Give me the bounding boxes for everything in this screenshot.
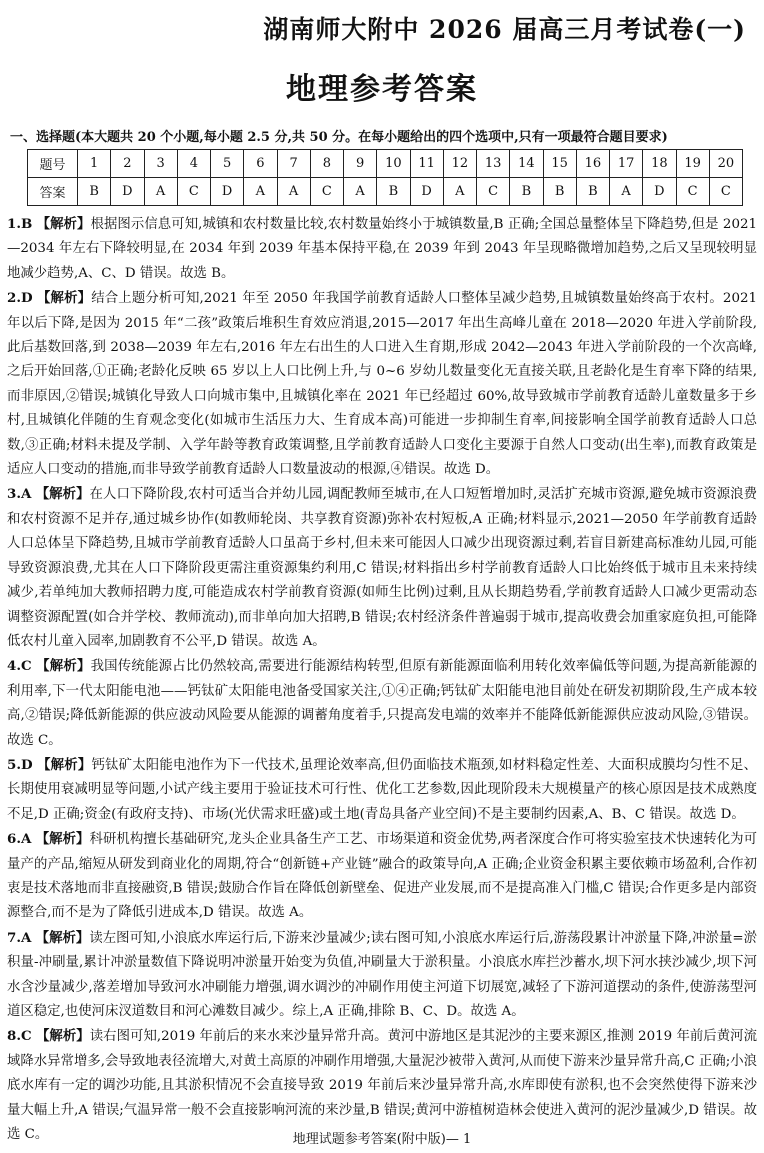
question-number-cell: 4 — [177, 150, 210, 178]
answer-cell: D — [643, 178, 676, 206]
answer-explanation-item — [7, 482, 757, 654]
answer-number: 5.D — [7, 756, 33, 773]
page-header — [0, 10, 764, 44]
answer-cell: A — [244, 178, 277, 206]
analysis-text: 根据图示信息可知,城镇和农村数量比较,农村数量始终小于城镇数量,B 正确;全国总量整体呈下降趋势,但是 2021—2034 年左右下降较明显,在 2034 年到 2039 年基本保持平稳,在 2039 年到 2043 年呈现略微增加趋势,之后又呈现较明显地减少趋势,A、C、D 错误。故选 B。 — [7, 217, 758, 281]
question-number-cell: 11 — [410, 150, 443, 178]
answer-explanation-item — [7, 654, 757, 753]
answer-cell: B — [576, 178, 609, 206]
analysis-tag: 【解析】 — [37, 290, 92, 307]
analysis-text: 在人口下降阶段,农村可适当合并幼儿园,调配教师至城市,在人口短暂增加时,灵活扩充城市资源,避免城市资源浪费和农村资源不足并存,通过城乡协作(如教师轮岗、共享教育资源)弥补农村短板,A 正确;材料显示,2021—2050 年学前教育适龄人口总体呈下降趋势,且城市学前教育适龄人口虽高于乡村,但未来可能因人口减少出现资源过剩,若盲目新建高标准幼儿园,可能导致资源浪费,尤其在人口下降阶段更需注重资源集约利用,C 错误;材料指出乡村学前教育适龄人口比始终低于城市且未来持续减少,若单纯加大教师招聘力度,可能造成农村学前教育资源(如师生比例)过剩,且从长期趋势看,学前教育适龄人口减少更需动态调整资源配置(如合并学校、教师流动),而非单向加大招聘,B 错误;农村经济条件普遍弱于城市,提高收费会加重家庭负担,可能降低农村儿童入园率,加剧教育不公平,D 错误。故选 A。 — [7, 487, 757, 649]
answer-explanation-item — [7, 212, 757, 286]
question-number-cell: 3 — [144, 150, 177, 178]
question-number-cell: 10 — [377, 150, 410, 178]
answer-label: 答案 — [28, 178, 78, 206]
question-number-cell: 18 — [643, 150, 676, 178]
answer-cell: D — [211, 178, 244, 206]
question-number-cell: 9 — [344, 150, 377, 178]
question-number-cell: 12 — [443, 150, 476, 178]
question-number-row — [28, 150, 743, 178]
question-number-cell: 13 — [477, 150, 510, 178]
question-number-label: 题号 — [28, 150, 78, 178]
answer-cell: B — [377, 178, 410, 206]
question-number-cell: 19 — [676, 150, 709, 178]
answer-cell: C — [477, 178, 510, 206]
analysis-text: 读右图可知,2019 年前后的来水来沙量异常升高。黄河中游地区是其泥沙的主要来源区,推测 2019 年前后黄河流域降水异常增多,会导致地表径流增大,对黄土高原的冲刷作用增强,大量泥沙被带入黄河,从而使下游来沙量异常升高,C 正确;小浪底水库有一定的调沙功能,且其淤积情况不会直接导致 2019 年前后来沙量异常升高,水库即使有淤积,也不会突然使得下游来沙量大幅上升,A 错误;气温异常一般不会直接影响河流的来沙量,B 错误;黄河中游植树造林会使进入黄河的泥沙量减少,D 错误。故选 C。 — [7, 1029, 758, 1143]
exam-title: 湖南师大附中 2026 届高三月考试卷(一) — [263, 15, 746, 44]
answer-row — [28, 178, 743, 206]
answer-number: 4.C — [7, 658, 32, 675]
question-number-cell: 17 — [610, 150, 643, 178]
question-number-cell: 16 — [576, 150, 609, 178]
document-title: 地理参考答案 — [286, 72, 478, 107]
answer-cell: D — [111, 178, 144, 206]
answer-number: 8.C — [7, 1028, 32, 1045]
analysis-text: 钙钛矿太阳能电池作为下一代技术,虽理论效率高,但仍面临技术瓶颈,如材料稳定性差、大面积成膜均匀性不足、长期使用衰减明显等问题,小试产线主要用于验证技术可行性、优化工艺参数,因此现阶段未大规模量产的核心原因是技术成熟度不足,D 正确;资金(有政府支持)、市场(光伏需求旺盛)或土地(青岛具备产业空间)不是主要制约因素,A、B、C 错误。故选 D。 — [7, 757, 757, 822]
question-number-cell: 7 — [277, 150, 310, 178]
answer-key-table — [27, 149, 743, 206]
analysis-tag: 【解析】 — [35, 929, 90, 946]
answer-number: 7.A — [7, 929, 32, 946]
analysis-tag: 【解析】 — [35, 486, 90, 503]
answer-number: 3.A — [7, 486, 32, 503]
analysis-text: 我国传统能源占比仍然较高,需要进行能源结构转型,但原有新能源面临利用转化效率偏低等问题,为提高新能源的利用率,下一代太阳能电池——钙钛矿太阳能电池备受国家关注,①④正确;钙钛矿太阳能电池目前处在研发初期阶段,生产成本较高,②错误;降低新能源的供应波动风险要从能源的调蓄角度着手,只提高发电端的效率并不能降低新能源供应波动风险,③错误。故选 C。 — [7, 659, 757, 748]
question-number-cell: 15 — [543, 150, 576, 178]
analysis-tag: 【解析】 — [36, 216, 91, 232]
section-heading: 一、选择题(本大题共 20 个小题,每小题 2.5 分,共 50 分。在每小题给出的四个选项中,只有一项最符合题目要求) — [10, 130, 668, 145]
analysis-tag: 【解析】 — [37, 756, 92, 773]
answer-cell: D — [410, 178, 443, 206]
question-number-cell: 8 — [310, 150, 343, 178]
analysis-text: 结合上题分析可知,2021 年至 2050 年我国学前教育适龄人口整体呈减少趋势,且城镇数量始终高于农村。2021 年以后下降,是因为 2015 年“二孩”政策后堆积生育效应消退,2015—2017 年出生高峰儿童在 2018—2020 年进入学前阶段,此后基数回落,到 2038—2039 年左右,2016 年左右出生的人口进入生育期,形成 2042—2043 年进入学前阶段的一个次高峰,之后开始回落,①正确;老龄化反映 65 岁以上人口比例上升,与 0~6 岁幼儿数量变化无直接关联,且老龄化是生育率下降的结果,而非原因,②错误;城镇化导致人口向城市集中,且城镇化率在 2021 年已经超过 60%,故导致城市学前教育适龄儿童数量多于乡村,且城镇化伴随的生育观念变化(如城市生活压力大、生育成本高)可能进一步抑制生育率,间接影响全国学前教育适龄人口总数,③正确;材料未提及学制、入学年龄等教育政策调整,且学前教育适龄人口变化主要源于自然人口变动(出生率),而教育政策是适应人口变动的措施,而非导致学前教育适龄人口数量波动的根源,④错误。故选 D。 — [7, 291, 758, 478]
answer-explanation-item — [7, 286, 757, 482]
analysis-tag: 【解析】 — [36, 658, 91, 675]
analysis-text: 科研机构擅长基础研究,龙头企业具备生产工艺、市场渠道和资金优势,两者深度合作可将实验室技术快速转化为可量产的产品,缩短从研发到商业化的周期,符合“创新链+产业链”融合的政策导向,A 正确;企业资金积累主要依赖市场盈利,合作初衷是技术落地而非直接融资,B 错误;鼓励合作旨在降低创新壁垒、促进产业发展,而不是提高准入门槛,C 错误;合作更多是内部资源整合,而不是为了降低引进成本,D 错误。故选 A。 — [7, 832, 758, 921]
answer-cell: B — [510, 178, 543, 206]
answer-number: 1.B — [7, 216, 33, 232]
question-number-cell: 14 — [510, 150, 543, 178]
answer-cell: C — [709, 178, 742, 206]
question-number-cell: 2 — [111, 150, 144, 178]
answer-cell: A — [344, 178, 377, 206]
analysis-text: 读左图可知,小浪底水库运行后,下游来沙量减少;读右图可知,小浪底水库运行后,游荡段累计冲淤量下降,冲淤量=淤积量-冲刷量,累计冲淤量数值下降说明冲淤量开始变为负值,冲刷量大于淤积量。小浪底水库拦沙蓄水,坝下河水挟沙减少,坝下河水含沙量减少,落差增加导致河水冲刷能力增强,调水调沙的冲刷作用使主河道下切展宽,减轻了下游河道摆动的条件,使游荡型河道区稳定,也使河床汊道数目和河心滩数目减少。综上,A 正确,排除 B、C、D。故选 A。 — [7, 930, 757, 1019]
question-number-cell: 1 — [78, 150, 111, 178]
answer-cell: C — [676, 178, 709, 206]
question-number-cell: 6 — [244, 150, 277, 178]
answer-explanation-item — [7, 827, 757, 926]
answer-number: 6.A — [7, 831, 32, 848]
answer-cell: A — [610, 178, 643, 206]
answer-cell: C — [177, 178, 210, 206]
page-footer: 地理试题参考答案(附中版)— 1 — [292, 1132, 472, 1147]
question-number-cell: 20 — [709, 150, 742, 178]
answer-cell: C — [310, 178, 343, 206]
question-number-cell: 5 — [211, 150, 244, 178]
answer-explanation-item — [7, 926, 757, 1025]
answer-number: 2.D — [7, 290, 33, 307]
answer-cell: A — [144, 178, 177, 206]
answer-explanations — [7, 212, 757, 1147]
answer-cell: A — [443, 178, 476, 206]
analysis-tag: 【解析】 — [35, 1028, 90, 1045]
analysis-tag: 【解析】 — [35, 831, 90, 848]
answer-cell: B — [543, 178, 576, 206]
answer-explanation-item — [7, 753, 757, 827]
answer-cell: B — [78, 178, 111, 206]
answer-cell: A — [277, 178, 310, 206]
